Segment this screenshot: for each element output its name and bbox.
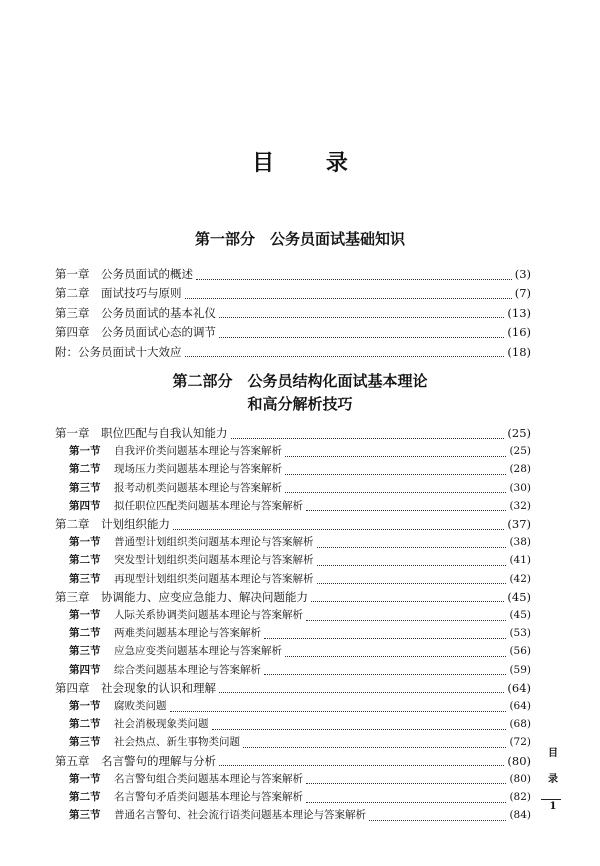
toc-entry-title: 计划组织能力: [101, 517, 170, 531]
toc-section-entry: [55, 716, 531, 732]
toc-entry-title: 社会消极现象类问题: [114, 718, 209, 731]
toc-leader-dots: [285, 646, 506, 657]
toc-entry-title: 附：公务员面试十大效应: [55, 344, 182, 359]
toc-section-entry: [55, 643, 531, 659]
toc-section-entry: [55, 552, 531, 568]
toc-entry-title: 普通名言警句、社会流行语类问题基本理论与答案解析: [114, 809, 366, 822]
toc-entry-title: 应急应变类问题基本理论与答案解析: [114, 645, 282, 658]
toc-entry-title: 报考动机类问题基本理论与答案解析: [114, 481, 282, 494]
toc-leader-dots: [306, 500, 506, 511]
toc-chapter-entry: [55, 425, 531, 441]
toc-entry-page: (59): [509, 663, 531, 676]
page-title: 目 录: [252, 150, 370, 176]
toc-chapter-entry: [55, 680, 531, 696]
toc-section-entry: [55, 771, 531, 787]
toc-entry-page: (72): [509, 736, 531, 749]
toc-entry-number: 第四节: [69, 663, 101, 676]
toc-entry-title: 协调能力、应变应急能力、解决问题能力: [101, 589, 308, 604]
toc-entry-title: 社会现象的认识和理解: [101, 680, 216, 695]
toc-leader-dots: [219, 682, 504, 693]
toc-entry-page: (53): [509, 627, 531, 640]
toc-entry-number: 第三章: [55, 305, 90, 320]
toc-entry-page: (56): [509, 645, 531, 658]
toc-entry-page: (25): [507, 426, 531, 440]
toc-section-entry: [55, 734, 531, 750]
toc-leader-dots: [170, 701, 507, 712]
toc-entry-number: 第三节: [69, 572, 101, 585]
toc-entry-number: 第四章: [55, 680, 90, 695]
toc-entry-title: 名言警句组合类问题基本理论与答案解析: [114, 772, 303, 785]
toc-chapter-entry: [55, 516, 531, 532]
toc-entry-title: 公务员面试的概述: [101, 267, 193, 281]
toc-entry-title: 公务员面试心态的调节: [101, 325, 216, 340]
toc-entry-title: 拟任职位匹配类问题基本理论与答案解析: [114, 499, 303, 512]
toc-section-entry: [55, 698, 531, 714]
toc-entry-number: 第二章: [55, 517, 90, 531]
toc-entry-title: 名言警句矛盾类问题基本理论与答案解析: [114, 791, 303, 803]
toc-entry-number: 第一节: [69, 536, 101, 549]
toc-leader-dots: [285, 464, 506, 475]
toc-chapter-entry: [55, 305, 531, 321]
toc-entry-page: (37): [507, 517, 531, 531]
toc-leader-dots: [285, 446, 506, 457]
toc-section-entry: [55, 571, 531, 587]
toc-entry-title: 职位匹配与自我认知能力: [101, 426, 228, 440]
toc-entry-number: 第四节: [69, 499, 101, 512]
toc-leader-dots: [306, 792, 506, 803]
toc-leader-dots: [285, 482, 506, 493]
toc-entry-page: (3): [514, 267, 531, 281]
toc-section-entry: [55, 443, 531, 459]
toc-entry-page: (64): [509, 700, 531, 712]
toc-entry-title: 自我评价类问题基本理论与答案解析: [114, 445, 282, 458]
toc-entry-title: 名言警句的理解与分析: [101, 753, 216, 768]
toc-chapter-entry: [55, 753, 531, 769]
toc-entry-page: (16): [507, 325, 531, 340]
toc-leader-dots: [185, 288, 512, 299]
toc-section-entry: [55, 807, 531, 823]
side-tab-char2: 录: [548, 774, 558, 785]
toc-entry-number: 第三节: [69, 481, 101, 494]
toc-entry-number: 第一节: [69, 700, 101, 712]
toc-leader-dots: [185, 346, 505, 357]
toc-entry-page: (25): [509, 445, 531, 458]
toc-entry-title: 现场压力类问题基本理论与答案解析: [114, 463, 282, 476]
toc-leader-dots: [306, 610, 506, 621]
part1-title: 第一部分 公务员面试基础知识: [194, 230, 405, 248]
toc-entry-number: 第四章: [55, 325, 90, 340]
toc-section-entry: [55, 480, 531, 496]
toc-entry-number: 第三节: [69, 736, 101, 749]
toc-leader-dots: [173, 519, 504, 530]
toc-section-entry: [55, 498, 531, 514]
toc-leader-dots: [219, 327, 504, 338]
toc-entry-title: 社会热点、新生事物类问题: [114, 736, 240, 749]
toc-chapter-entry: [55, 589, 531, 605]
toc-entry-page: (28): [509, 463, 531, 476]
toc-entry-number: 第二节: [69, 718, 101, 731]
toc-entry-number: 第一节: [69, 772, 101, 785]
toc-entry-title: 综合类问题基本理论与答案解析: [114, 663, 261, 676]
toc-entry-number: 第一节: [69, 445, 101, 458]
toc-leader-dots: [306, 773, 506, 784]
toc-entry-page: (18): [507, 344, 531, 359]
toc-entry-page: (68): [509, 718, 531, 731]
toc-entry-page: (64): [507, 680, 531, 695]
part2-title-line1: 第二部分 公务员结构化面试基本理论: [172, 372, 428, 390]
toc-leader-dots: [243, 737, 506, 748]
toc-chapter-entry: [55, 285, 531, 301]
toc-leader-dots: [369, 810, 506, 821]
toc-entry-number: 第三章: [55, 589, 90, 604]
toc-entry-number: 第一章: [55, 267, 90, 281]
toc-entry-page: (41): [509, 554, 531, 567]
toc-leader-dots: [311, 591, 504, 602]
toc-entry-title: 腐败类问题: [114, 700, 167, 712]
toc-entry-number: 第五章: [55, 753, 90, 768]
side-tab-char1: 目: [548, 748, 558, 759]
toc-entry-number: 第二节: [69, 627, 101, 640]
toc-leader-dots: [196, 269, 512, 280]
toc-entry-page: (82): [509, 791, 531, 803]
toc-entry-number: 第三节: [69, 645, 101, 658]
toc-entry-page: (32): [509, 499, 531, 512]
side-tab-rule: [541, 799, 561, 800]
toc-entry-number: 第二节: [69, 463, 101, 476]
toc-chapter-entry: [55, 344, 531, 360]
toc-section-entry: [55, 662, 531, 678]
toc-leader-dots: [317, 573, 507, 584]
toc-chapter-entry: [55, 324, 531, 340]
toc-section-entry: [55, 607, 531, 623]
toc-leader-dots: [219, 755, 504, 766]
toc-entry-title: 面试技巧与原则: [101, 286, 182, 301]
toc-section-entry: [55, 789, 531, 805]
toc-entry-page: (42): [509, 572, 531, 585]
toc-leader-dots: [219, 307, 504, 318]
side-tab-page-number: 1: [549, 801, 557, 812]
toc-entry-page: (13): [507, 305, 531, 320]
toc-leader-dots: [212, 719, 507, 730]
toc-entry-page: (7): [514, 286, 531, 301]
toc-entry-title: 人际关系协调类问题基本理论与答案解析: [114, 609, 303, 621]
toc-leader-dots: [264, 628, 506, 639]
toc-entry-page: (30): [509, 481, 531, 494]
toc-entry-number: 第二节: [69, 554, 101, 567]
toc-chapter-entry: [55, 266, 531, 282]
toc-entry-number: 第一节: [69, 609, 101, 621]
toc-entry-title: 普通型计划组织类问题基本理论与答案解析: [114, 536, 314, 549]
toc-entry-page: (84): [509, 809, 531, 822]
toc-section-entry: [55, 461, 531, 477]
toc-leader-dots: [264, 664, 506, 675]
part2-title-line2: 和高分解析技巧: [247, 395, 353, 413]
toc-entry-title: 两难类问题基本理论与答案解析: [114, 627, 261, 640]
toc-leader-dots: [317, 537, 507, 548]
toc-entry-number: 第三节: [69, 809, 101, 822]
toc-entry-number: 第一章: [55, 426, 90, 440]
toc-entry-title: 公务员面试的基本礼仪: [101, 305, 216, 320]
toc-entry-title: 再现型计划组织类问题基本理论与答案解析: [114, 572, 314, 585]
toc-leader-dots: [317, 555, 507, 566]
toc-entry-page: (80): [509, 772, 531, 785]
toc-entry-number: 第二节: [69, 791, 101, 803]
toc-entry-title: 突发型计划组织类问题基本理论与答案解析: [114, 554, 314, 567]
toc-entry-page: (45): [507, 589, 531, 604]
toc-section-entry: [55, 625, 531, 641]
toc-entry-page: (38): [509, 536, 531, 549]
toc-entry-page: (80): [507, 753, 531, 768]
toc-entry-number: 第二章: [55, 286, 90, 301]
toc-entry-page: (45): [509, 609, 531, 621]
toc-leader-dots: [231, 428, 505, 439]
toc-section-entry: [55, 534, 531, 550]
